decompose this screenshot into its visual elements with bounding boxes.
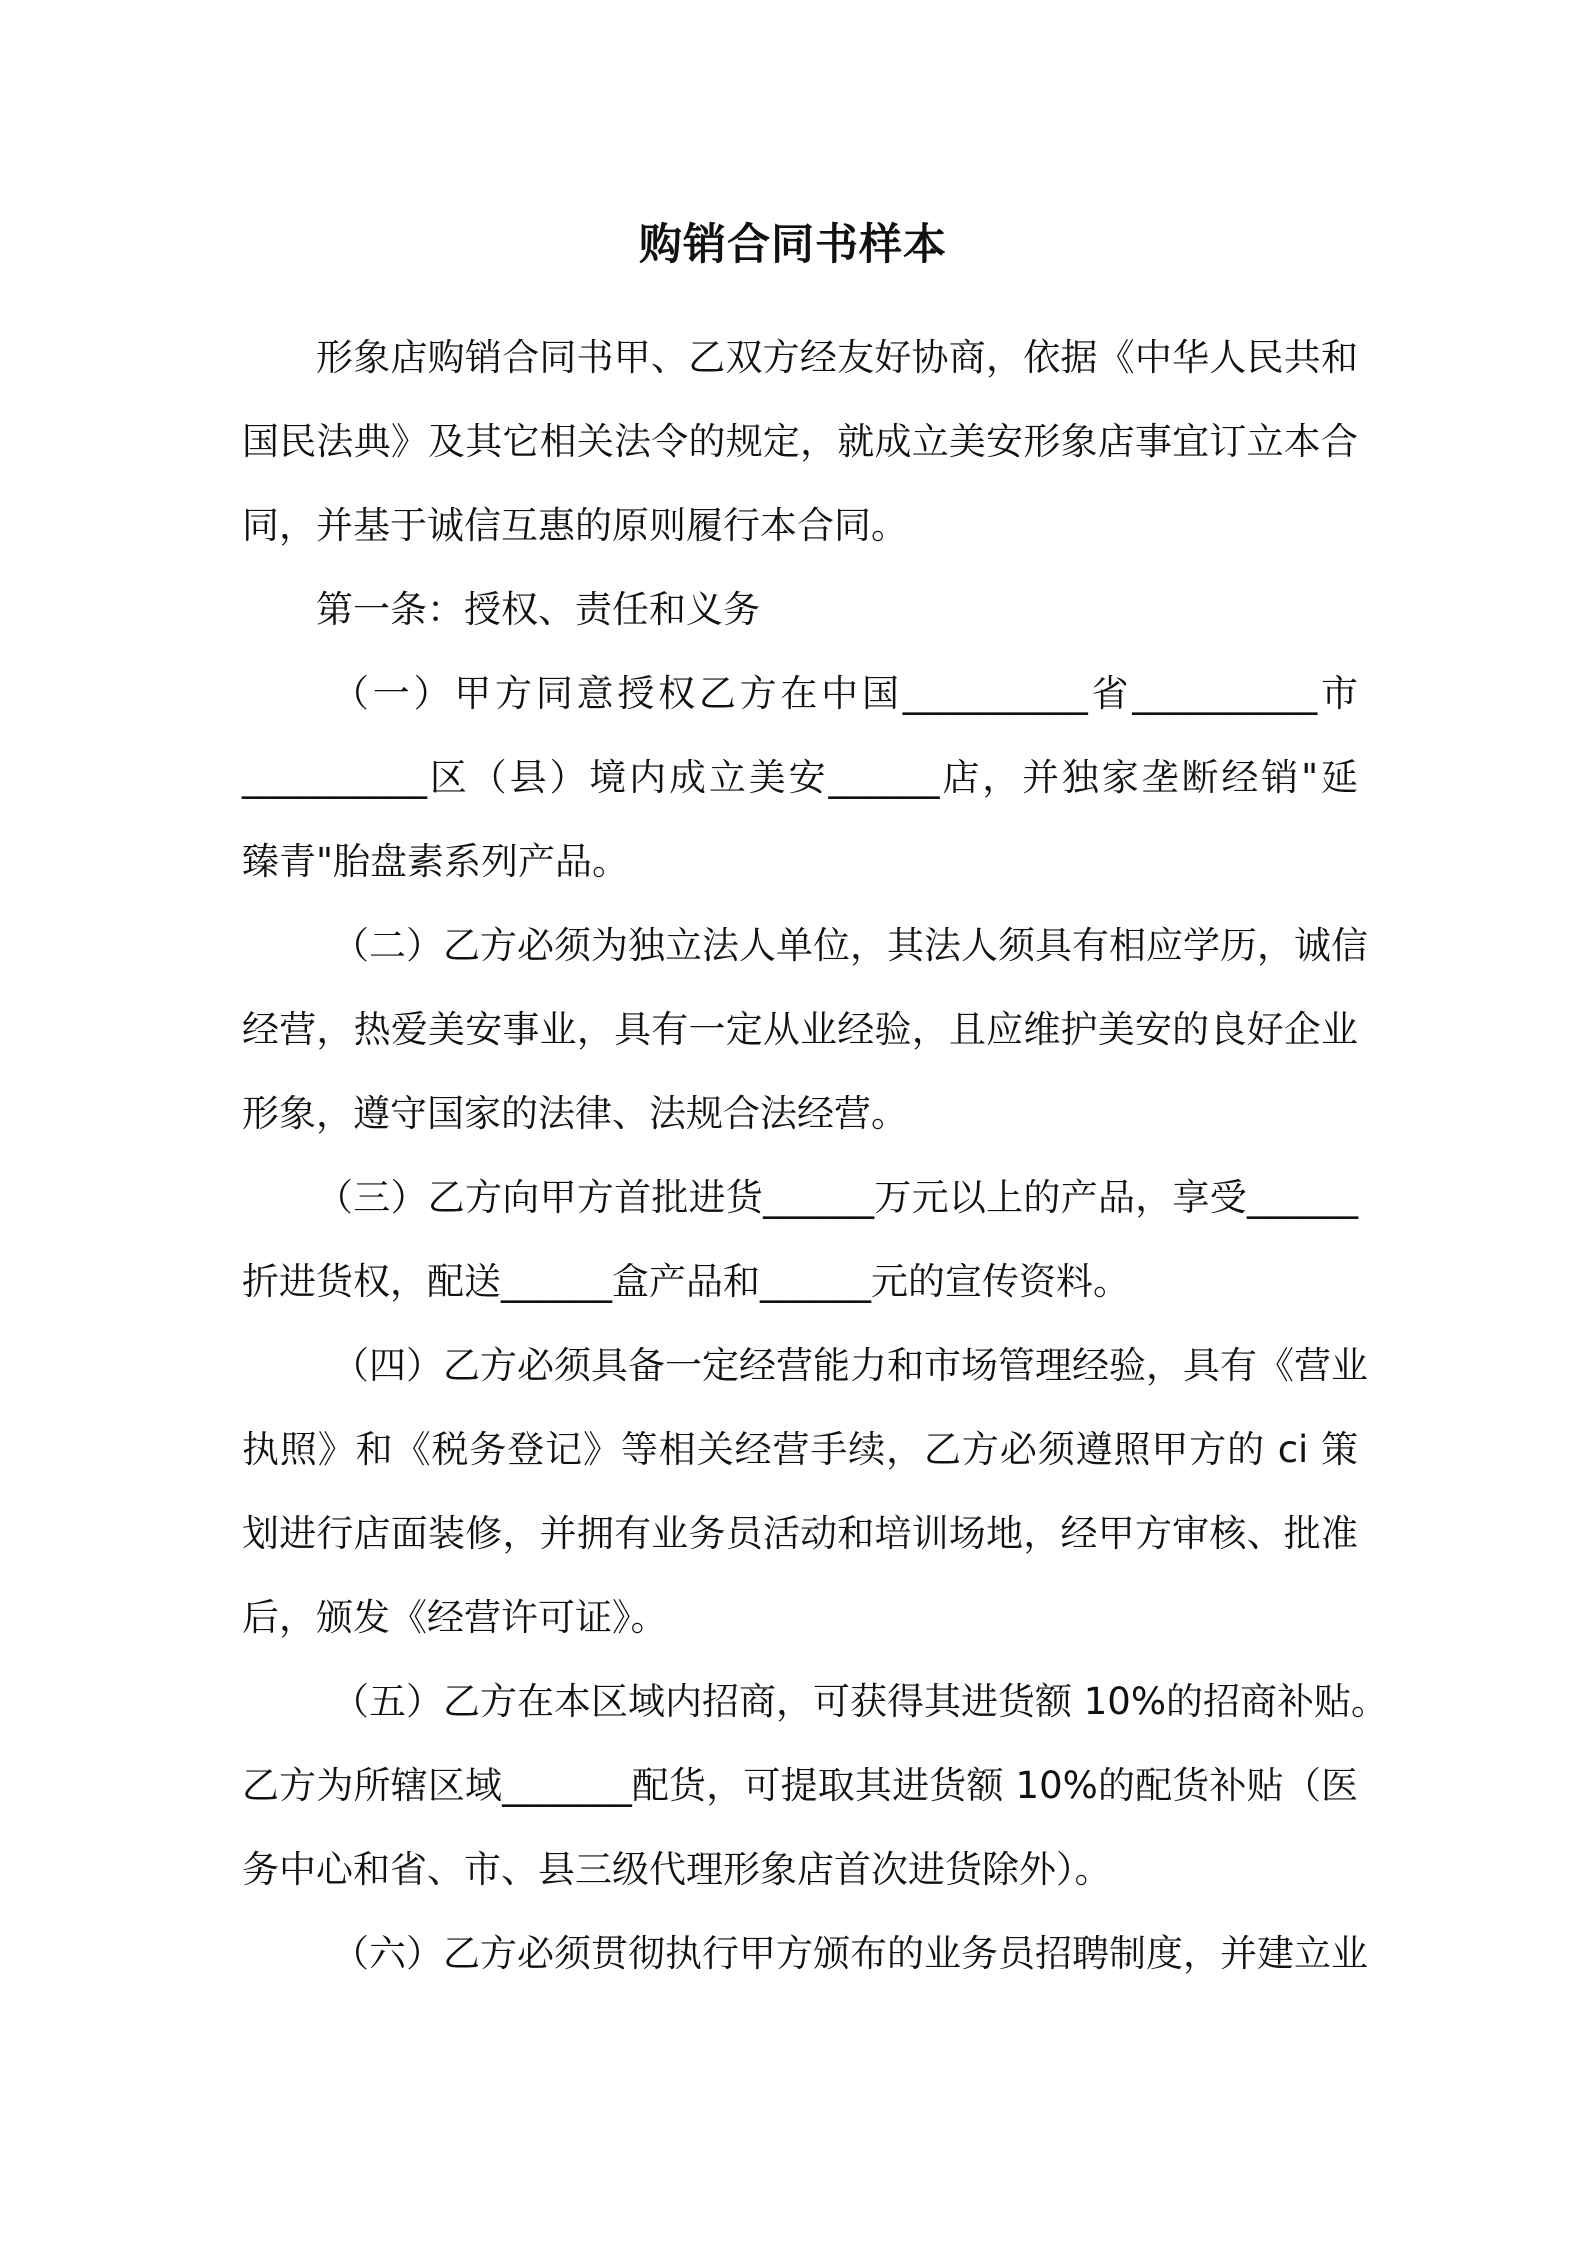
clause-2-line-2: 经营，热爱美安事业，具有一定从业经验，且应维护美安的良好企业 xyxy=(242,1008,1358,1051)
clause-3-line-2: 折进货权，配送______盒产品和______元的宣传资料。 xyxy=(242,1260,1130,1303)
clause-1-line-2: __________区（县）境内成立美安______店，并独家垄断经销"延 xyxy=(242,756,1358,799)
clause-1-line-3: 臻青"胎盘素系列产品。 xyxy=(242,840,630,883)
clause-2-line-3: 形象，遵守国家的法律、法规合法经营。 xyxy=(242,1092,908,1135)
clause-3-line-1: （三）乙方向甲方首批进货______万元以上的产品，享受______ xyxy=(316,1176,1358,1219)
clause-4-line-2: 执照》和《税务登记》等相关经营手续，乙方必须遵照甲方的 ci 策 xyxy=(242,1428,1358,1471)
intro-line-3: 同，并基于诚信互惠的原则履行本合同。 xyxy=(242,504,908,547)
clause-4-line-3: 划进行店面装修，并拥有业务员活动和培训场地，经甲方审核、批准 xyxy=(242,1512,1358,1555)
clause-4-line-4: 后，颁发《经营许可证》。 xyxy=(242,1596,668,1639)
clause-5-line-3: 务中心和省、市、县三级代理形象店首次进货除外）。 xyxy=(242,1848,1112,1891)
article-1-heading: 第一条：授权、责任和义务 xyxy=(316,588,760,631)
clause-4-line-1: （四）乙方必须具备一定经营能力和市场管理经验，具有《营业 xyxy=(332,1344,1368,1387)
intro-line-2: 国民法典》及其它相关法令的规定，就成立美安形象店事宜订立本合 xyxy=(242,420,1358,463)
document-title: 购销合同书样本 xyxy=(639,220,947,270)
intro-line-1: 形象店购销合同书甲、乙双方经友好协商，依据《中华人民共和 xyxy=(316,336,1358,379)
clause-5-line-2: 乙方为所辖区域_______配货，可提取其进货额 10%的配货补贴（医 xyxy=(242,1764,1358,1807)
clause-2-line-1: （二）乙方必须为独立法人单位，其法人须具有相应学历，诚信 xyxy=(332,924,1368,967)
clause-1-line-1: （一）甲方同意授权乙方在中国__________省__________市 xyxy=(332,672,1358,715)
clause-6-line-1: （六）乙方必须贯彻执行甲方颁布的业务员招聘制度，并建立业 xyxy=(332,1932,1368,1975)
clause-5-line-1: （五）乙方在本区域内招商，可获得其进货额 10%的招商补贴。 xyxy=(332,1680,1388,1723)
